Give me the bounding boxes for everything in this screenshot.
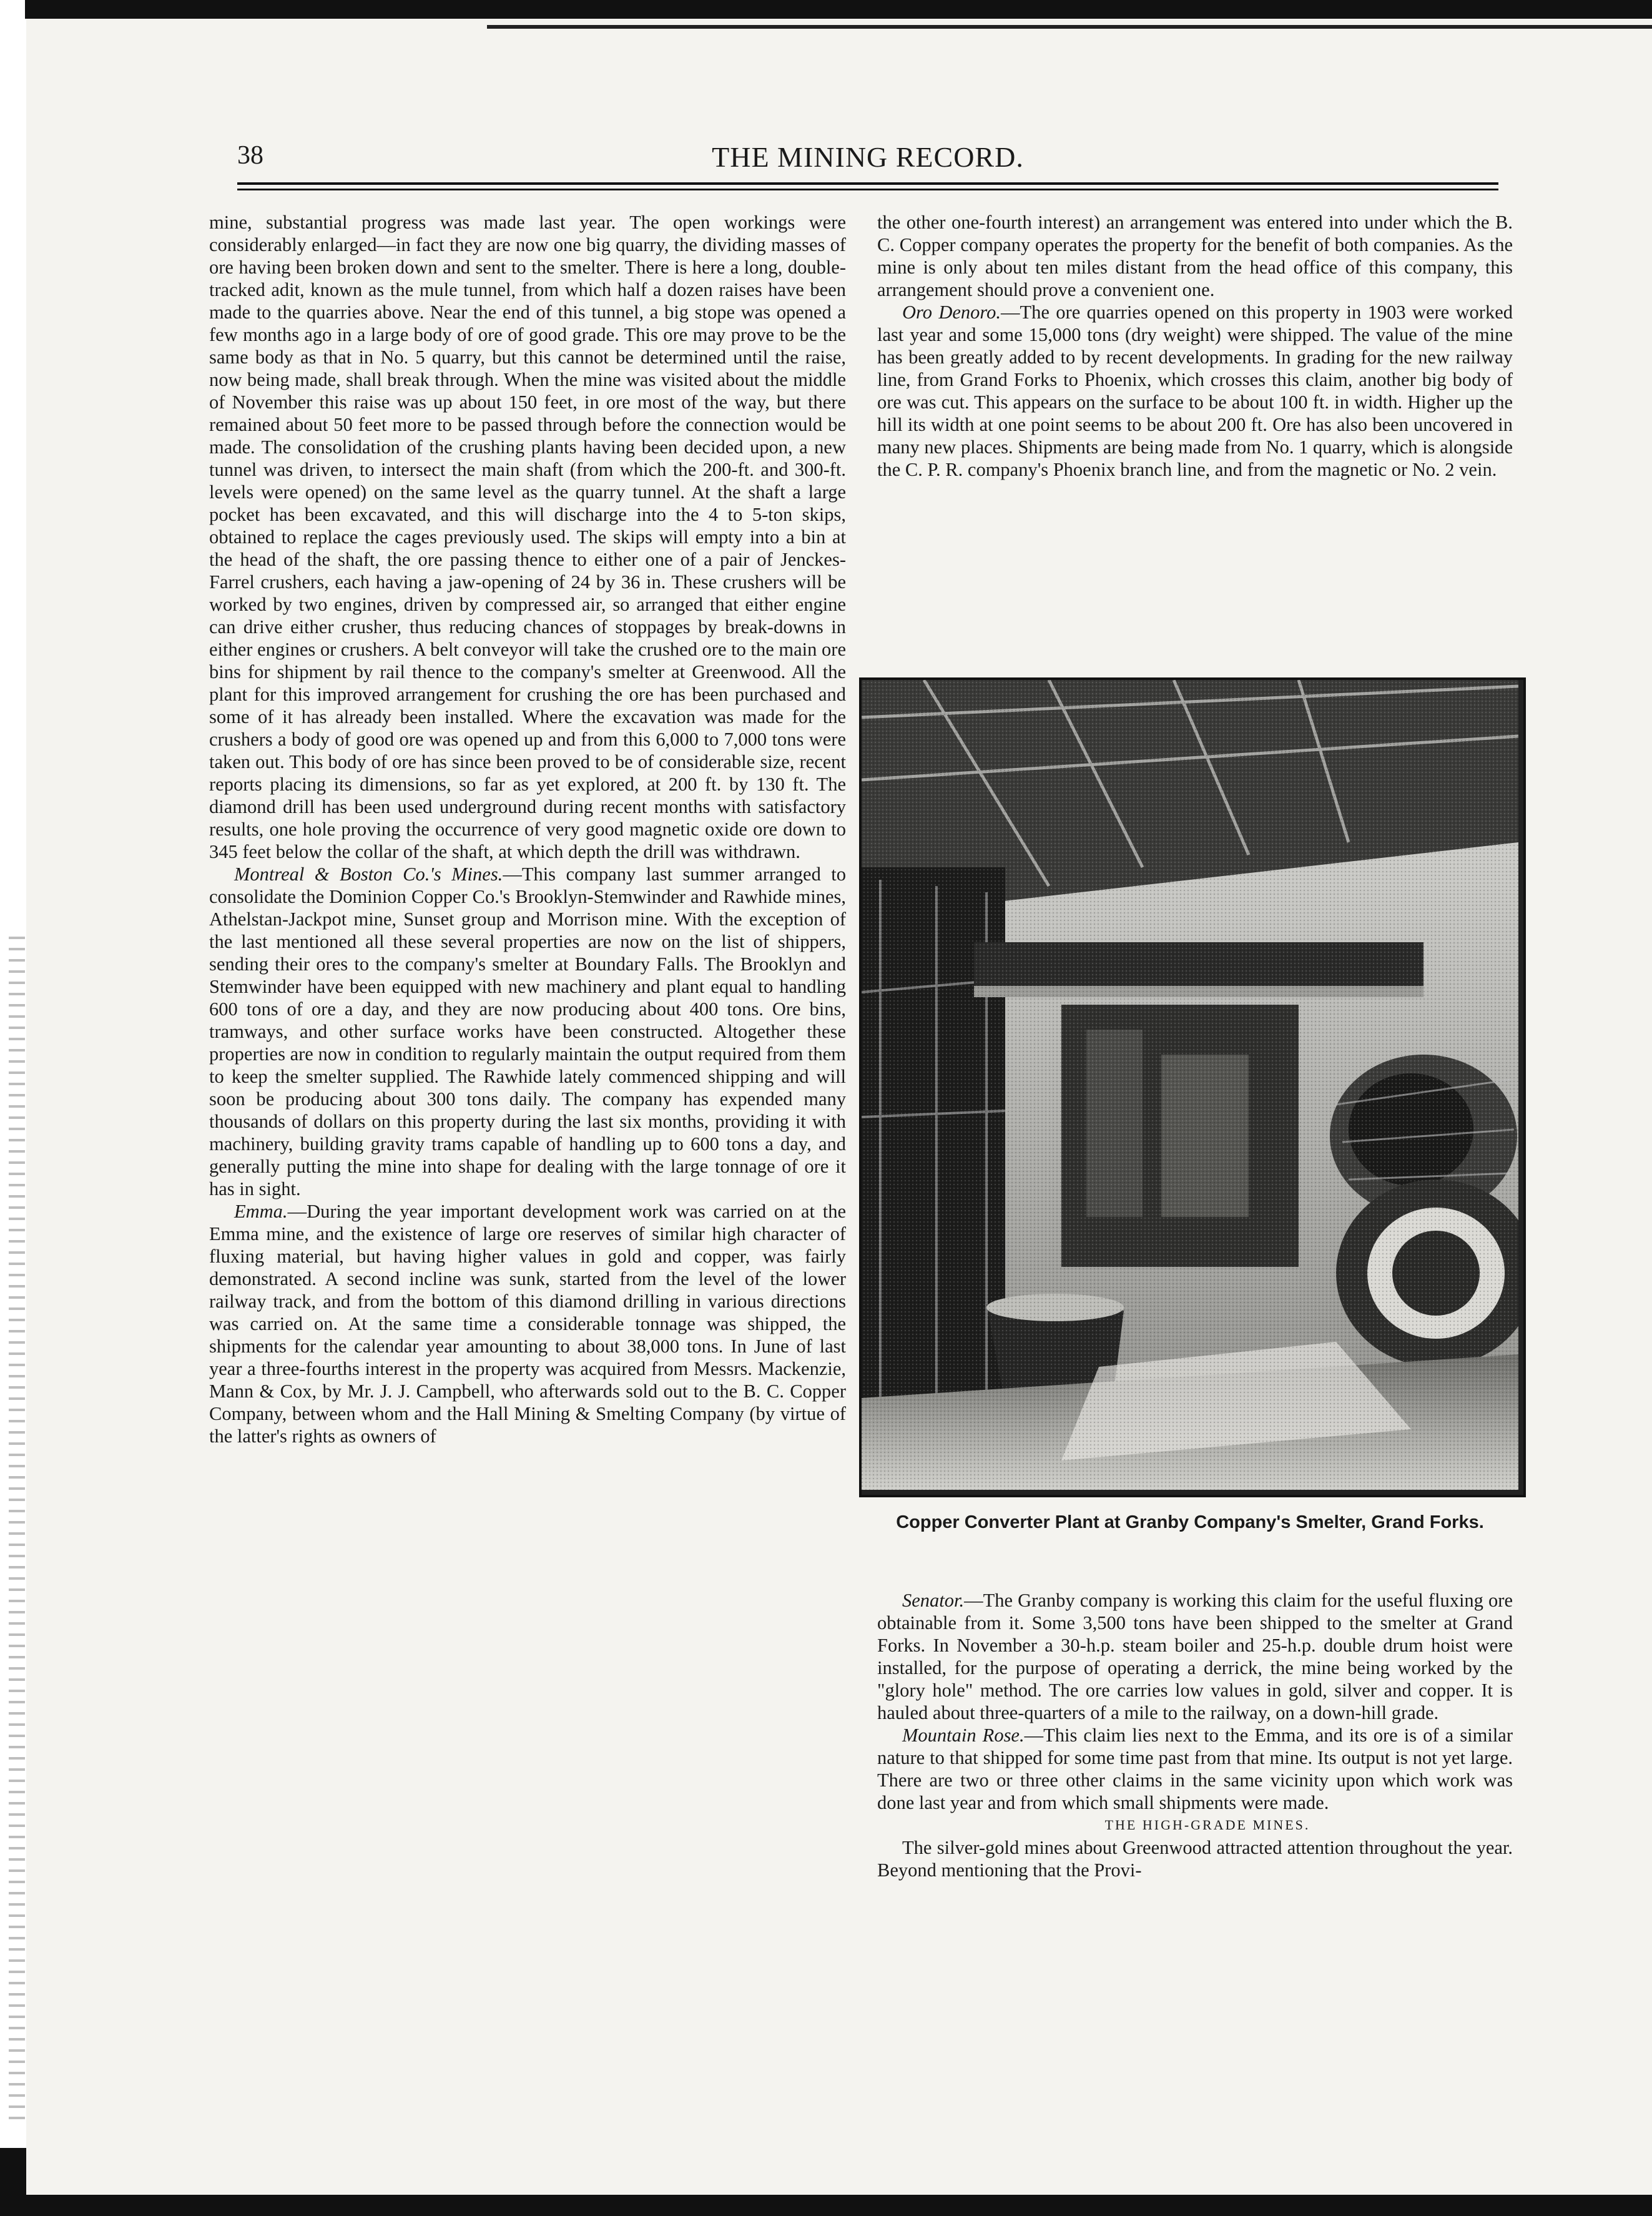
paragraph: the other one-fourth interest) an arrangement was entered into under which the B. C. Copper company operates the property for the benefit of both companies. As the mine is only about ten miles distant from the head office of this company, this arrangement should prove a convenient one.: [877, 212, 1513, 300]
paragraph-title: Mountain Rose.: [902, 1725, 1025, 1746]
paragraph: mine, substantial progress was made last year. The open workings were considerably enlarged—in fact they are now one big quarry, the dividing masses of ore having been broken down and sent to the smelter. There is here a long, double-tracked adit, known as the mule tunnel, from which half a dozen raises have been made to the quarries above. Near the end of this tunnel, a big stope was opened a few months ago in a large body of ore of good grade. This ore may prove to be the same body as that in No. 5 quarry, but this cannot be determined until the raise, now being made, shall break through. When the mine was visited about the middle of November this raise was up about 150 feet, in ore most of the way, but there remained about 50 feet more to be passed through before the connection would be made. The consolidation of the crushing plants having been decided upon, a new tunnel was driven, to intersect the main shaft (from which the 200-ft. and 300-ft. levels were opened) on the same level as the quarry tunnel. At the shaft a large pocket has been excavated, and this will discharge into the 4 to 5-ton skips, obtained to replace the cages previously used. The skips will empty into a bin at the head of the shaft, the ore passing thence to either one of a pair of Jenckes-Farrel crushers, each having a jaw-opening of 24 by 36 in. These crushers will be worked by two engines, driven by compressed air, so arranged that either engine can drive either crusher, thus reducing chances of stoppages by break-downs in either engines or crushers. A belt conveyor will take the crushed ore to the main ore bins for shipment by rail thence to the company's smelter at Greenwood. All the plant for this improved arrangement for crushing the ore has been purchased and some of it has already been installed. Where the excavation was made for the crushers a body of good ore was opened up and from this 6,000 to 7,000 tons were taken out. This body of ore has since been proved to be of considerable size, recent reports placing its dimensions, so far as yet explored, at 200 ft. by 130 ft. The diamond drill has been used underground during recent months with satisfactory results, one hole proving the occurrence of very good magnetic oxide ore down to 345 feet below the collar of the shaft, at which depth the drill was withdrawn.: [209, 212, 846, 862]
running-title: THE MINING RECORD.: [712, 141, 1024, 173]
header-rule: [237, 189, 1498, 190]
paragraph: [209, 1200, 846, 1447]
top-border-band: [25, 0, 1652, 19]
top-border-thin: [487, 25, 1652, 29]
photo-caption: Copper Converter Plant at Granby Company's Smelter, Grand Forks.: [896, 1512, 1484, 1532]
right-column-bottom: [877, 1589, 1513, 1881]
paragraph-title: Montreal & Boston Co.'s Mines.: [234, 864, 503, 885]
right-column-top: [877, 211, 1513, 481]
paragraph-title: Senator.: [902, 1590, 965, 1611]
page-header: [237, 140, 1498, 178]
paragraph-body: —During the year important development work was carried on at the Emma mine, and the existence of large ore reserves of similar high character of fluxing material, but having higher values in gold and copper, was fairly demonstrated. A second incline was sunk, started from the level of the lower railway track, and from the bottom of this diamond drilling in various directions was carried on. At the same time a considerable tonnage was shipped, the shipments for the calendar year amounting to about 38,000 tons. In June of last year a three-fourths interest in the property was acquired from Messrs. Mackenzie, Mann & Cox, by Mr. J. J. Campbell, who afterwards sold out to the B. C. Copper Company, between whom and the Hall Mining & Smelting Company (by virtue of the latter's rights as owners of: [209, 1201, 846, 1447]
paragraph: [877, 1724, 1513, 1814]
photo-illustration: [862, 680, 1518, 1490]
bottom-corner-mark: [0, 2148, 26, 2198]
paragraph: The silver-gold mines about Greenwood attracted attention throughout the year. Beyond mentioning that the Provi-: [877, 1837, 1513, 1881]
paragraph: [209, 863, 846, 1200]
left-column: [209, 211, 846, 1447]
converter-plant-photo: [859, 677, 1526, 1497]
page-number: 38: [237, 141, 263, 170]
gutter-specks: [9, 937, 25, 2123]
bottom-border-band: [0, 2195, 1652, 2216]
paragraph: [877, 301, 1513, 481]
section-heading: THE HIGH-GRADE MINES.: [1104, 1817, 1310, 1833]
paragraph-title: Emma.: [234, 1201, 288, 1222]
paragraph: [877, 1589, 1513, 1724]
header-rule: [237, 182, 1498, 185]
paragraph-body: —This company last summer arranged to consolidate the Dominion Copper Co.'s Brooklyn-Stemwinder and Rawhide mines, Athelstan-Jackpot mine, Sunset group and Morrison mine. With the exception of the last mentioned all these several properties are now on the list of shippers, sending their ores to the company's smelter at Boundary Falls. The Brooklyn and Stemwinder have been equipped with new machinery and plant equal to handling 600 tons of ore a day, and they are now producing about 400 tons. Ore bins, tramways, and other surface works have been constructed. Altogether these properties are now in condition to regularly maintain the output required from them to keep the smelter supplied. The Rawhide lately commenced shipping and will soon be producing about 300 tons daily. The company has expended many thousands of dollars on this property during the last six months, providing it with machinery, building gravity trams capable of handling up to 600 tons a day, and generally putting the mine into shape for dealing with the large tonnage of ore it has in sight.: [209, 864, 846, 1199]
paragraph-body: —The ore quarries opened on this property in 1903 were worked last year and some 15,000 tons (dry weight) were shipped. The value of the mine has been greatly added to by recent developments. In grading for the new railway line, from Grand Forks to Phoenix, which crosses this claim, another big body of ore was cut. This appears on the surface to be about 100 ft. in width. Higher up the hill its width at one point seems to be about 200 ft. Ore has also been uncovered in many new places. Shipments are being made from No. 1 quarry, which is alongside the C. P. R. company's Phoenix branch line, and from the magnetic or No. 2 vein.: [877, 302, 1513, 480]
paragraph-title: Oro Denoro.: [902, 302, 1001, 323]
paragraph-body: —This claim lies next to the Emma, and its ore is of a similar nature to that shipped for some time past from that mine. Its output is not yet large. There are two or three other claims in the same vicinity upon which work was done last year and from which small shipments were made.: [877, 1725, 1513, 1813]
paragraph-body: —The Granby company is working this claim for the useful fluxing ore obtainable from it. Some 3,500 tons have been shipped to the smelter at Grand Forks. In November a 30-h.p. steam boiler and 25-h.p. double drum hoist were installed, for the purpose of operating a derrick, the mine being worked by the "glory hole" method. The ore carries low values in gold, silver and copper. It is hauled about three-quarters of a mile to the railway, on a down-hill grade.: [877, 1590, 1513, 1723]
